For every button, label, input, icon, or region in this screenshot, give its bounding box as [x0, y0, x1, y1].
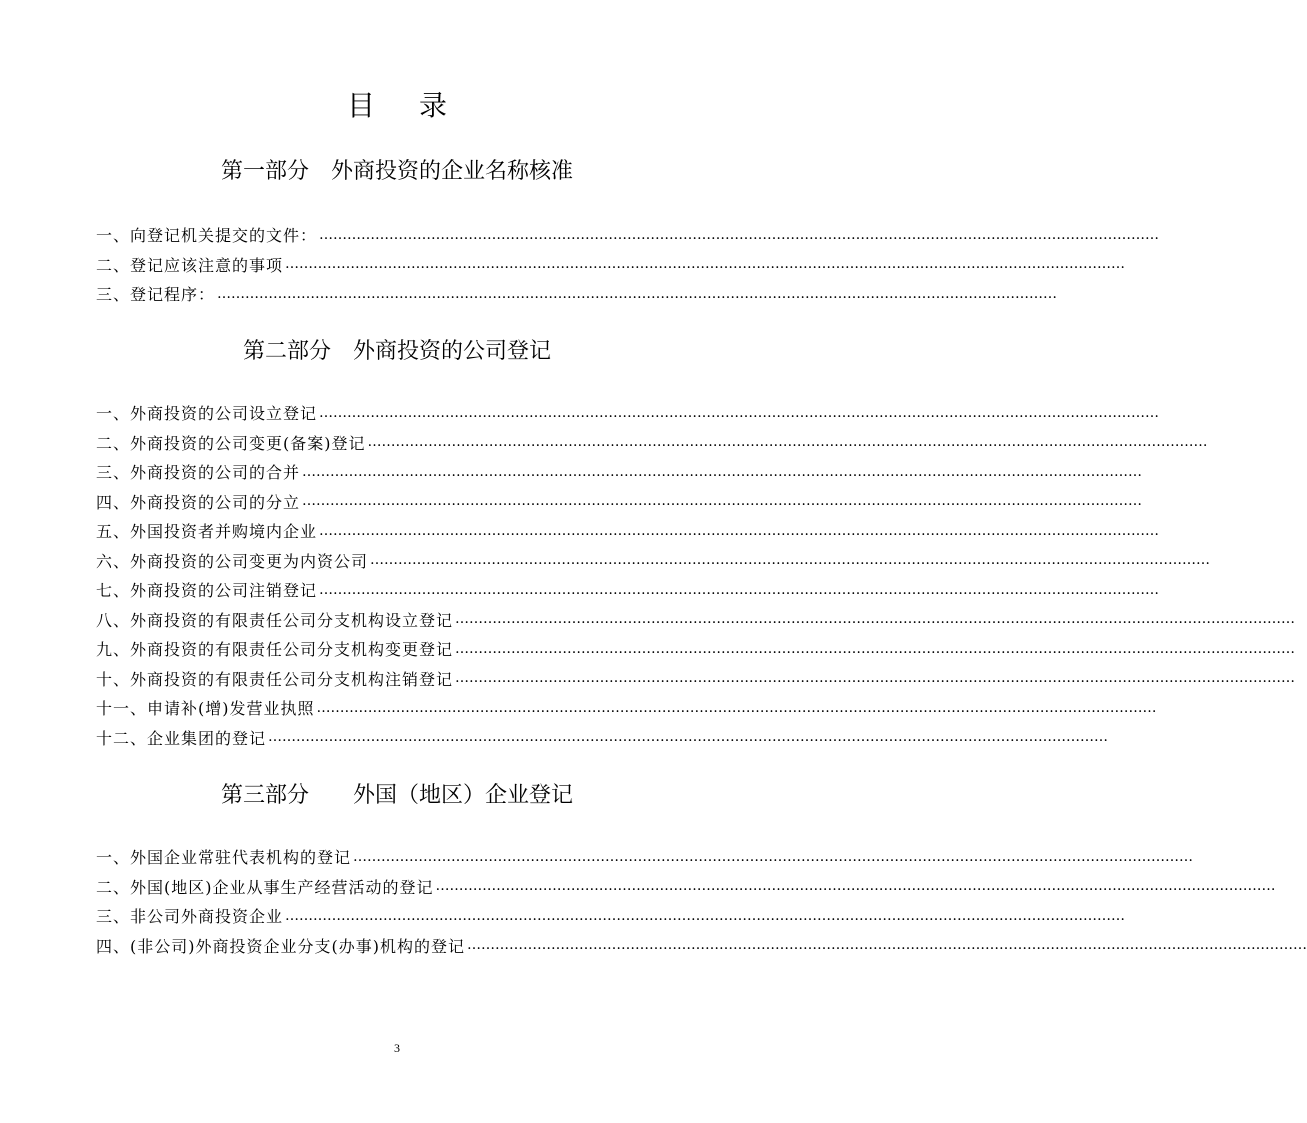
toc-entry[interactable] — [96, 279, 1058, 309]
dot-leader: ……………………………………………………………………………………………………………………………………………………………… — [217, 285, 1058, 302]
dot-leader: ……………………………………………………………………………………………………………………………………………………………… — [455, 640, 1296, 657]
section-heading-part-3: 第三部分 外国（地区）企业登记 — [220, 783, 573, 808]
toc-entry[interactable] — [96, 723, 1109, 753]
dot-leader: ……………………………………………………………………………………………………………………………………………………………… — [319, 226, 1160, 243]
dot-leader: ……………………………………………………………………………………………………………………………………………………………… — [316, 699, 1157, 716]
toc-entry-text: 一、向登记机关提交的文件： — [96, 226, 318, 246]
dot-leader: ……………………………………………………………………………………………………………………………………………………………… — [285, 907, 1126, 924]
dot-leader: ……………………………………………………………………………………………………………………………………………………………… — [370, 552, 1211, 569]
section-2-entries — [96, 398, 1296, 752]
section-1-entries — [96, 220, 1160, 309]
dot-leader: ……………………………………………………………………………………………………………………………………………………………… — [319, 522, 1160, 539]
dot-leader: ……………………………………………………………………………………………………………………………………………………………… — [435, 878, 1276, 895]
dot-leader: ……………………………………………………………………………………………………………………………………………………………… — [455, 611, 1296, 628]
toc-entry-text: 四、(非公司)外商投资企业分支(办事)机构的登记 — [96, 936, 465, 956]
toc-entry[interactable] — [96, 546, 1211, 576]
toc-entry-text: 十、外商投资的有限责任公司分支机构注销登记 — [96, 669, 454, 689]
toc-entry[interactable] — [96, 872, 1276, 902]
toc-entry-text: 二、外国(地区)企业从事生产经营活动的登记 — [96, 877, 434, 897]
toc-entry[interactable] — [96, 634, 1296, 664]
section-heading-part-1: 第一部分 外商投资的企业名称核准 — [220, 159, 573, 184]
toc-entry-text: 九、外商投资的有限责任公司分支机构变更登记 — [96, 640, 454, 660]
toc-entry-text: 六、外商投资的公司变更为内资公司 — [96, 551, 369, 571]
toc-entry-text: 三、外商投资的公司的合并 — [96, 463, 301, 483]
toc-entry[interactable] — [96, 516, 1160, 546]
toc-entry-text: 一、外商投资的公司设立登记 — [96, 404, 318, 424]
toc-title: 目录 — [346, 89, 491, 122]
toc-entry-text: 八、外商投资的有限责任公司分支机构设立登记 — [96, 610, 454, 630]
dot-leader: ……………………………………………………………………………………………………………………………………………………………… — [268, 729, 1109, 746]
toc-entry-text: 二、登记应该注意的事项 — [96, 255, 284, 275]
dot-leader: ……………………………………………………………………………………………………………………………………………………………… — [285, 256, 1126, 273]
dot-leader: ……………………………………………………………………………………………………………………………………………………………… — [353, 848, 1194, 865]
toc-entry[interactable] — [96, 605, 1296, 635]
toc-entry[interactable] — [96, 664, 1296, 694]
toc-entry-text: 三、登记程序： — [96, 285, 216, 305]
toc-entry-text: 三、非公司外商投资企业 — [96, 907, 284, 927]
toc-entry-text: 四、外商投资的公司的分立 — [96, 492, 301, 512]
toc-entry[interactable] — [96, 428, 1208, 458]
toc-entry[interactable] — [96, 842, 1194, 872]
dot-leader: ……………………………………………………………………………………………………………………………………………………………… — [302, 493, 1143, 510]
dot-leader: ……………………………………………………………………………………………………………………………………………………………… — [319, 404, 1160, 421]
toc-entry[interactable] — [96, 693, 1157, 723]
toc-entry[interactable] — [96, 220, 1160, 250]
toc-entry-text: 十二、企业集团的登记 — [96, 728, 267, 748]
toc-entry[interactable] — [96, 487, 1143, 517]
toc-entry[interactable] — [96, 931, 1307, 961]
dot-leader: ……………………………………………………………………………………………………………………………………………………………… — [367, 434, 1208, 451]
toc-entry-text: 十一、申请补(增)发营业执照 — [96, 699, 315, 719]
toc-entry-text: 二、外商投资的公司变更(备案)登记 — [96, 433, 366, 453]
section-heading-part-2: 第二部分 外商投资的公司登记 — [242, 339, 551, 364]
toc-entry-text: 七、外商投资的公司注销登记 — [96, 581, 318, 601]
toc-entry[interactable] — [96, 901, 1126, 931]
dot-leader: ……………………………………………………………………………………………………………………………………………………………… — [455, 670, 1296, 687]
dot-leader: ……………………………………………………………………………………………………………………………………………………………… — [319, 581, 1160, 598]
page-number: 3 — [394, 1041, 400, 1055]
toc-entry-text: 一、外国企业常驻代表机构的登记 — [96, 848, 352, 868]
toc-entry-text: 五、外国投资者并购境内企业 — [96, 522, 318, 542]
dot-leader: ……………………………………………………………………………………………………………………………………………………………… — [302, 463, 1143, 480]
toc-entry[interactable] — [96, 575, 1160, 605]
toc-entry[interactable] — [96, 250, 1126, 280]
section-3-entries — [96, 842, 1307, 960]
toc-entry[interactable] — [96, 457, 1143, 487]
dot-leader: ……………………………………………………………………………………………………………………………………………………………… — [466, 937, 1307, 954]
toc-entry[interactable] — [96, 398, 1160, 428]
